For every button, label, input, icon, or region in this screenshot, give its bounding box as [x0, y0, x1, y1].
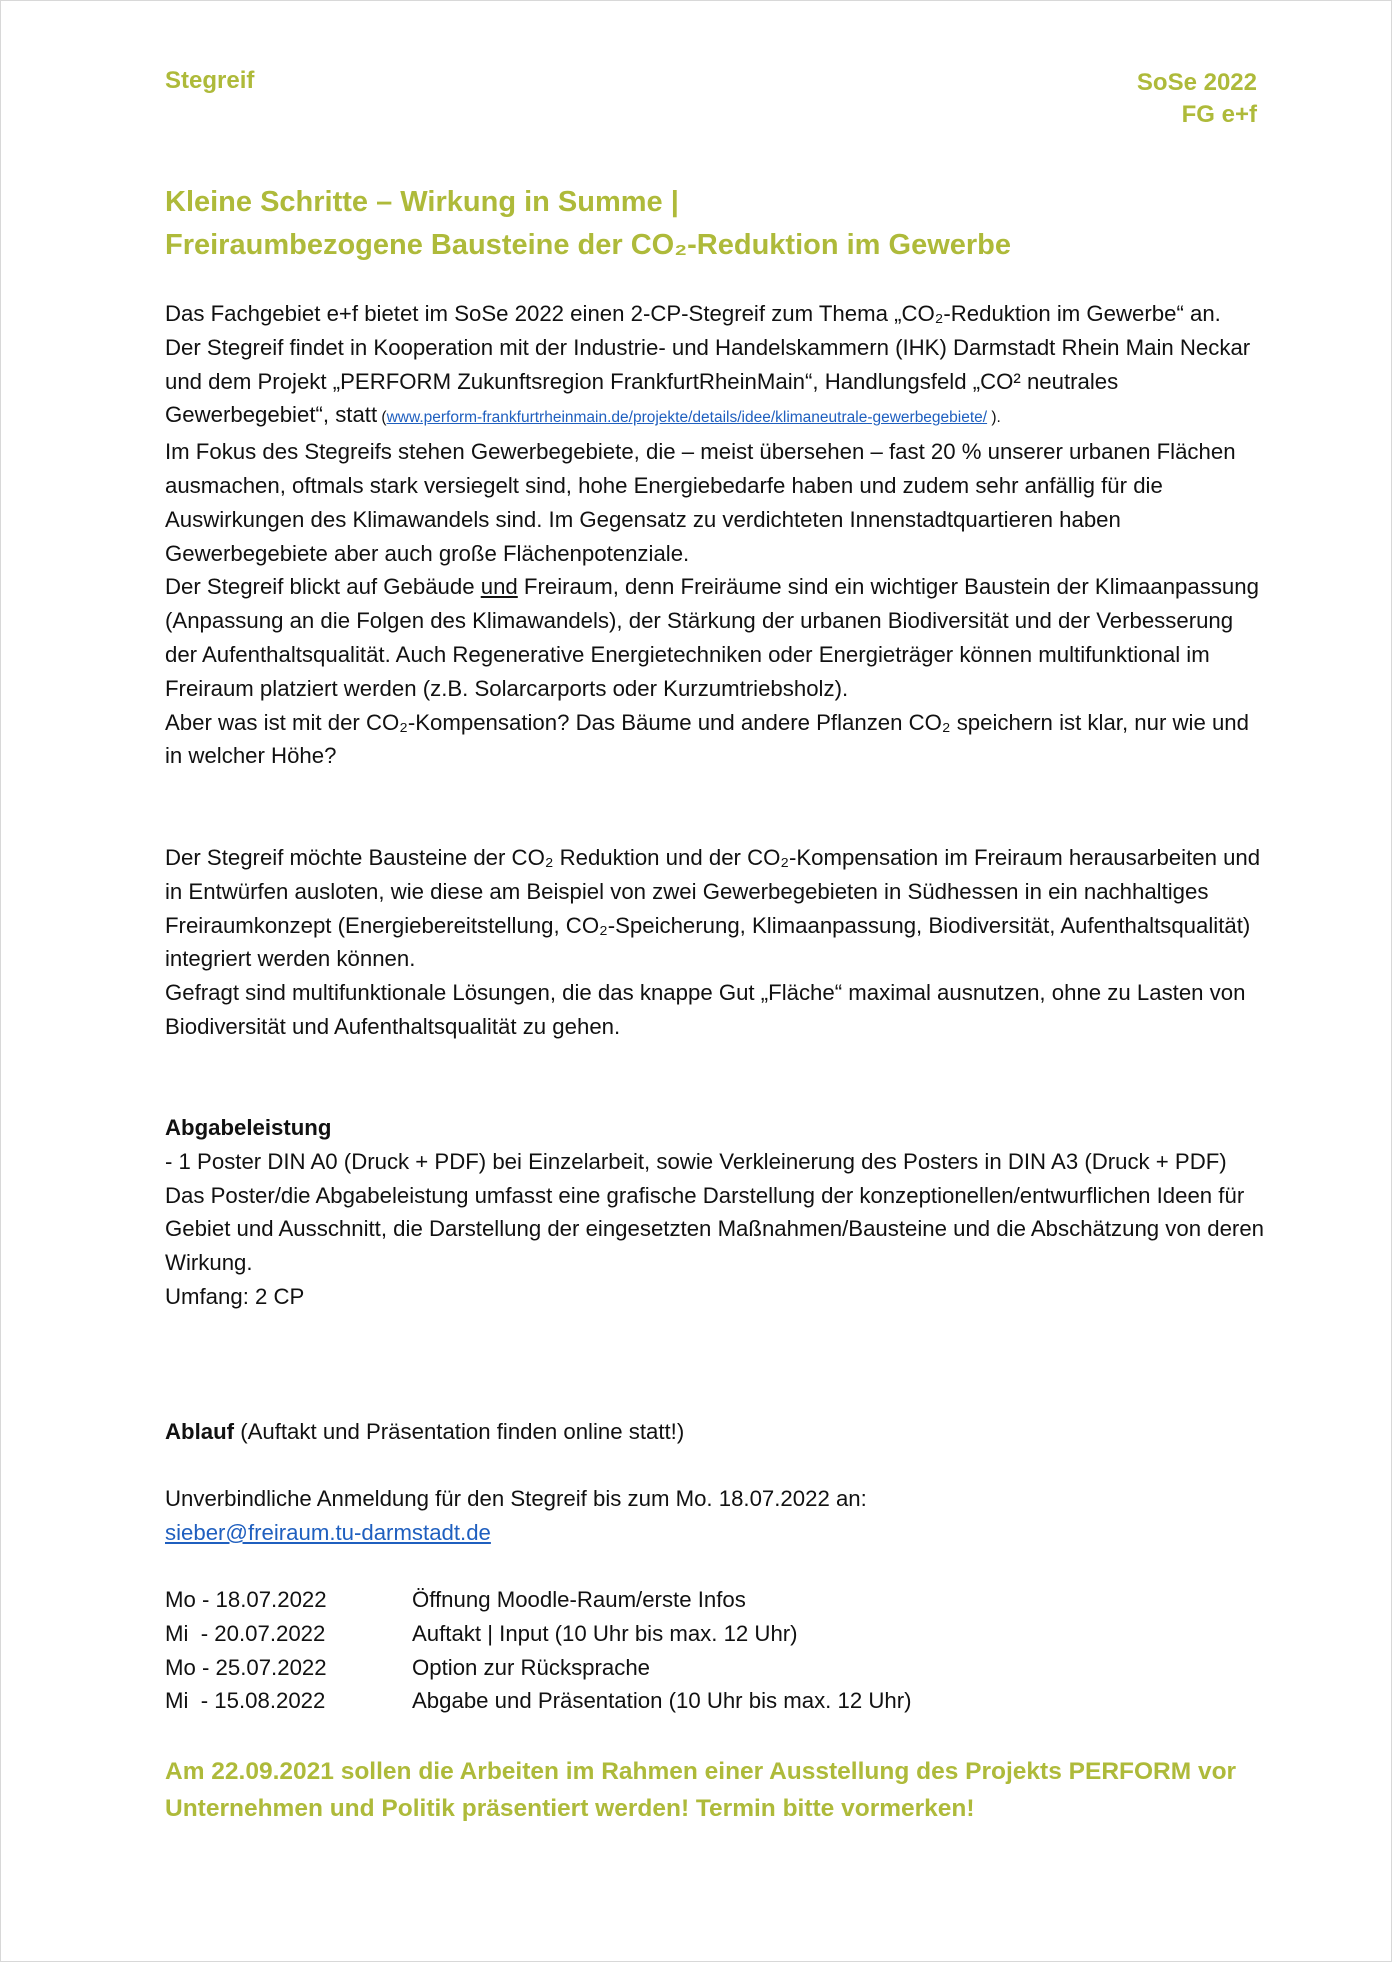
perform-project-link[interactable]: www.perform-frankfurtrheinmain.de/projekte/details/idee/klimaneutrale-gewerbegebiete/	[386, 409, 988, 427]
schedule-row	[165, 1651, 912, 1685]
process-heading-line	[165, 1415, 1265, 1449]
deliverables-scope: Umfang: 2 CP	[165, 1283, 305, 1309]
intro-paragraph-1: Das Fachgebiet e+f bietet im SoSe 2022 einen 2-CP-Stegreif zum Thema „CO₂-Reduktion im Gewerbe“ an.	[165, 301, 1221, 326]
title-line-2: Freiraumbezogene Bausteine der CO₂-Reduktion im Gewerbe	[165, 229, 1012, 261]
registration-text: Unverbindliche Anmeldung für den Stegreif bis zum Mo. 18.07.2022 an:	[165, 1486, 867, 1511]
exhibition-notice-line-1: Am 22.09.2021 sollen die Arbeiten im Rahmen einer Ausstellung des Projekts PERFORM vor	[165, 1758, 1237, 1785]
process-section	[165, 1415, 1265, 1449]
registration-email-line	[165, 1516, 1265, 1550]
header-course-type: Stegreif	[165, 67, 255, 94]
schedule-event: Abgabe und Präsentation (10 Uhr bis max. 12 Uhr)	[412, 1688, 912, 1714]
intro-paragraph-3: Im Fokus des Stegreifs stehen Gewerbegebiete, die – meist übersehen – fast 20 % unserer urbanen Flächen ausmachen, oftmals stark versiegelt sind, hohe Energiebedarfe haben und zudem sehr anfällig für die Auswirkungen des Klimawandels sind. Im Gegensatz zu verdichteten Innenstadtquartieren haben Gewerbegebiete aber auch große Flächenpotenziale.	[165, 439, 1236, 566]
deliverables-description: Das Poster/die Abgabeleistung umfasst eine grafische Darstellung der konzeptionellen/entwurflichen Ideen für Gebiet und Ausschnitt, die Darstellung der eingesetzten Maßnahmen/Bausteine und die Abschätzung von deren Wirkung.	[165, 1182, 1264, 1276]
goal-section	[165, 841, 1265, 1044]
deliverables-item: - 1 Poster DIN A0 (Druck + PDF) bei Einzelarbeit, sowie Verkleinerung des Posters in DIN A3 (Druck + PDF)	[165, 1148, 1227, 1174]
title-line-1: Kleine Schritte – Wirkung in Summe |	[165, 186, 679, 218]
process-note: (Auftakt und Präsentation finden online statt!)	[234, 1419, 685, 1444]
schedule-event: Option zur Rücksprache	[412, 1654, 651, 1680]
intro-paragraph-2-text: Der Stegreif findet in Kooperation mit der Industrie- und Handelskammern (IHK) Darmstadt Rhein Main Neckar und dem Projekt „PERFORM Zukunftsregion FrankfurtRheinMain“, Handlungsfeld „CO² neutrales Gewerbegebiet“, statt	[165, 334, 1251, 428]
goal-paragraph-1: Der Stegreif möchte Bausteine der CO₂ Reduktion und der CO₂-Kompensation im Freiraum herausarbeiten und in Entwürfen ausloten, wie diese am Beispiel von zwei Gewerbegebieten in Südhessen in ein nachhaltiges Freiraumkonzept (Energiebereitstellung, CO₂-Speicherung, Klimaanpassung, Biodiversität, Aufenthaltsqualität) integriert werden können.	[165, 845, 1261, 972]
schedule-row	[165, 1684, 912, 1718]
header-semester	[1137, 67, 1257, 131]
intro-p4-post: Freiraum, denn Freiräume sind ein wichtiger Baustein der Klimaanpassung (Anpassung an die Folgen des Klimawandels), der Stärkung der urbanen Biodiversität und der Verbesserung der Aufenthaltsqualität. Auch Regenerative Energietechniken oder Energieträger können multifunktional im Freiraum platziert werden (z.B. Solarcarports oder Kurzumtriebsholz).	[165, 574, 1259, 701]
schedule-date: Mo - 18.07.2022	[165, 1587, 327, 1612]
schedule-row	[165, 1617, 912, 1651]
schedule-date: Mi - 15.08.2022	[165, 1688, 326, 1714]
intro-p4-underlined: und	[480, 574, 518, 600]
schedule-row	[165, 1583, 912, 1617]
schedule-event: Auftakt | Input (10 Uhr bis max. 12 Uhr)	[412, 1620, 798, 1646]
registration-email-link[interactable]: sieber@freiraum.tu-darmstadt.de	[165, 1519, 491, 1545]
exhibition-notice	[165, 1753, 1275, 1827]
intro-paragraph-2	[165, 331, 1265, 435]
intro-paragraph-5: Aber was ist mit der CO₂-Kompensation? Das Bäume und andere Pflanzen CO₂ speichern ist klar, nur wie und in welcher Höhe?	[165, 709, 1249, 769]
schedule-date: Mo - 25.07.2022	[165, 1654, 327, 1680]
header-semester-label: SoSe 2022	[1136, 69, 1257, 96]
deliverables-heading: Abgabeleistung	[165, 1115, 332, 1140]
registration-section	[165, 1482, 1265, 1550]
goal-paragraph-2: Gefragt sind multifunktionale Lösungen, die das knappe Gut „Fläche“ maximal ausnutzen, ohne zu Lasten von Biodiversität und Aufenthaltsqualität zu gehen.	[165, 980, 1246, 1039]
intro-section	[165, 297, 1265, 773]
schedule-table	[165, 1583, 912, 1718]
document-title	[165, 181, 1265, 267]
schedule-date: Mi - 20.07.2022	[165, 1620, 326, 1646]
process-heading: Ablauf	[165, 1419, 235, 1444]
deliverables-section	[165, 1111, 1265, 1314]
link-open-paren: (	[377, 409, 387, 427]
header-department-label: FG e+f	[1181, 101, 1257, 128]
link-close-paren: ).	[987, 409, 1001, 427]
intro-p4-pre: Der Stegreif blickt auf Gebäude	[165, 574, 481, 600]
intro-paragraph-4	[165, 570, 1265, 705]
exhibition-notice-line-2: Unternehmen und Politik präsentiert werden! Termin bitte vormerken!	[165, 1795, 975, 1822]
schedule-event: Öffnung Moodle-Raum/erste Infos	[412, 1587, 746, 1612]
